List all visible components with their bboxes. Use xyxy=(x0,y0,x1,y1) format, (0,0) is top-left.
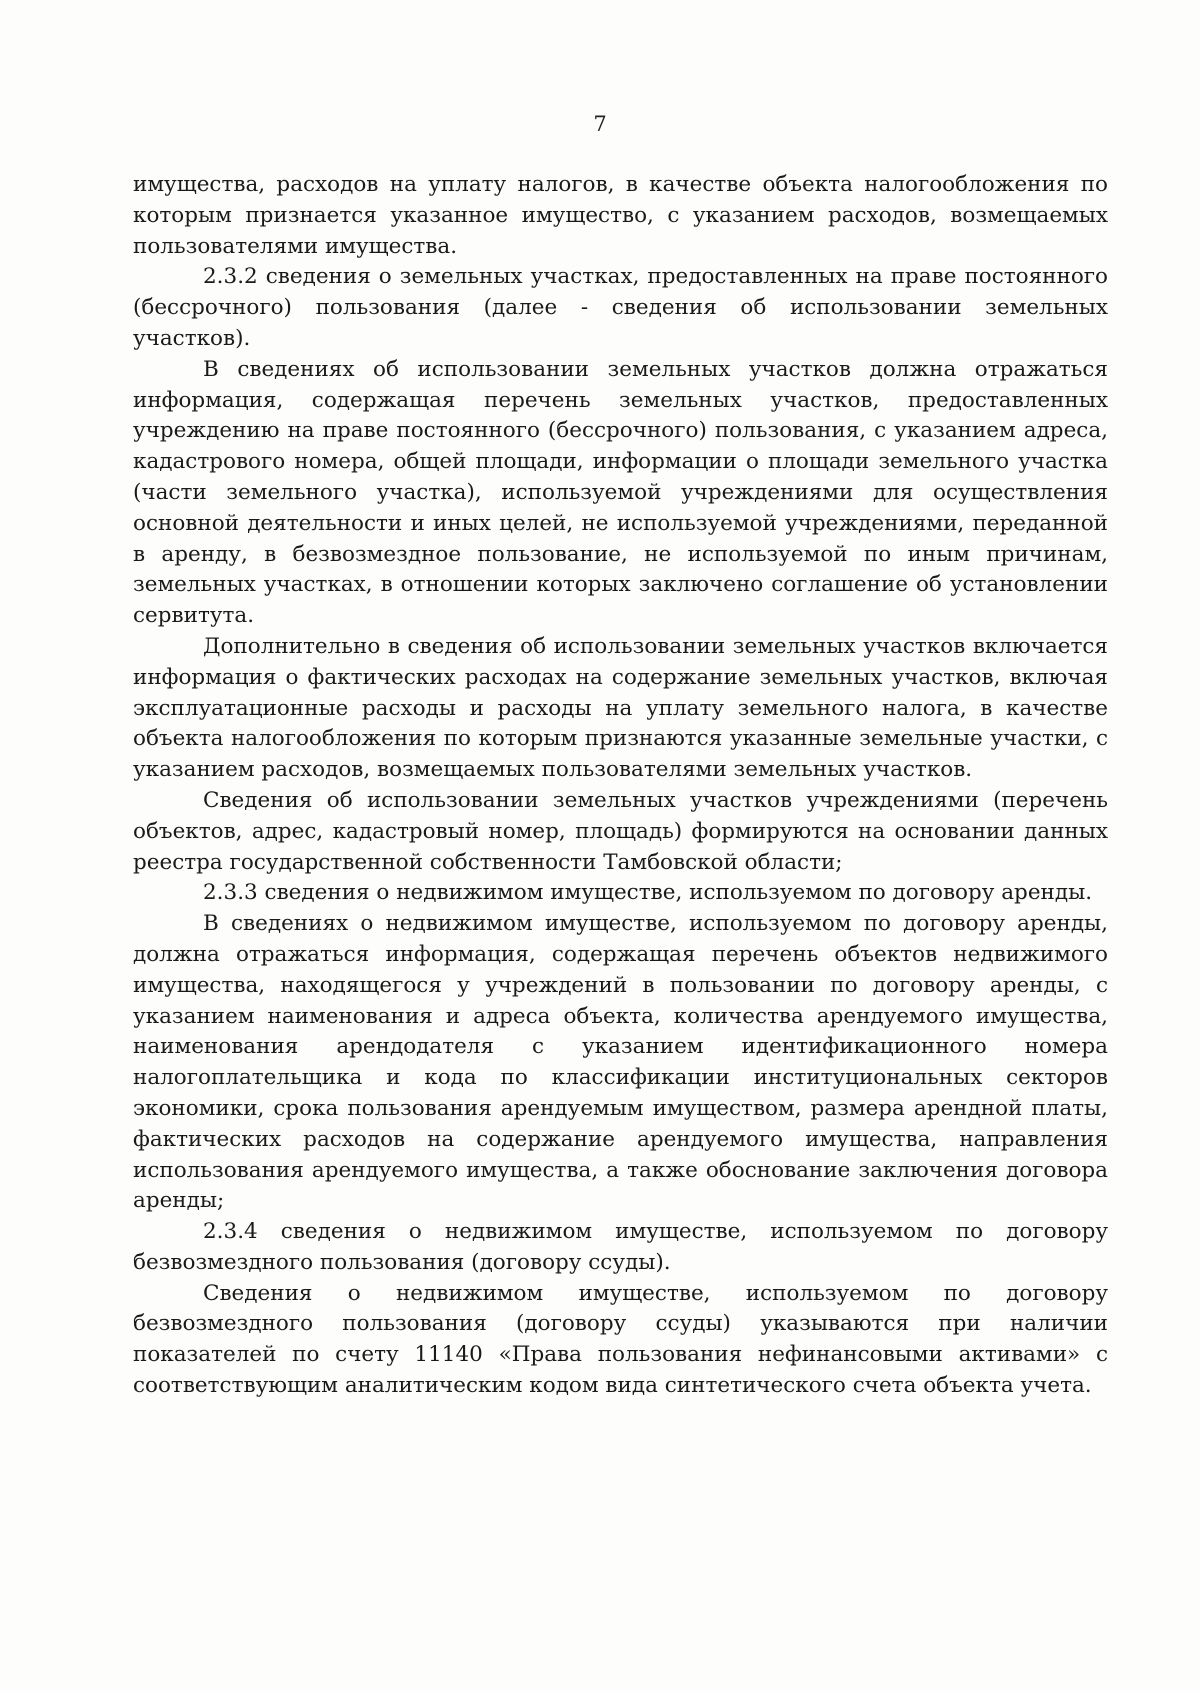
paragraph: В сведениях о недвижимом имуществе, используемом по договору аренды, должна отражаться информация, содержащая перечень объектов недвижимого имущества, находящегося у учреждений в пользовании по договору аренды, с указанием наименования и адреса объекта, количества арендуемого имущества, наименования арендодателя с указанием идентификационного номера налогоплательщика и кода по классификации институциональных секторов экономики, срока пользования арендуемым имуществом, размера арендной платы, фактических расходов на содержание арендуемого имущества, направления использования арендуемого имущества, а также обоснование заключения договора аренды; xyxy=(133,911,1108,1214)
paragraph: 2.3.4 сведения о недвижимом имуществе, используемом по договору безвозмездного пользования (договору ссуды). xyxy=(133,1219,1108,1275)
document-body xyxy=(133,170,1108,1402)
paragraph: 2.3.3 сведения о недвижимом имуществе, используемом по договору аренды. xyxy=(203,880,1093,906)
paragraph: Сведения о недвижимом имуществе, используемом по договору безвозмездного пользования (договору ссуды) указываются при наличии показателей по счету 11140 «Права пользования нефинансовыми активами» с соответствующим аналитическим кодом вида синтетического счета объекта учета. xyxy=(133,1280,1108,1399)
paragraph: Дополнительно в сведения об использовании земельных участков включается информация о фактических расходах на содержание земельных участков, включая эксплуатационные расходы и расходы на уплату земельного налога, в качестве объекта налогообложения по которым признаются указанные земельные участки, с указанием расходов, возмещаемых пользователями земельных участков. xyxy=(133,633,1108,783)
paragraph: В сведениях об использовании земельных участков должна отражаться информация, содержащая перечень земельных участков, предоставленных учреждению на праве постоянного (бессрочного) пользования, с указанием адреса, кадастрового номера, общей площади, информации о площади земельного участка (части земельного участка), используемой учреждениями для осуществления основной деятельности и иных целей, не используемой учреждениями, переданной в аренду, в безвозмездное пользование, не используемой по иным причинам, земельных участках, в отношении которых заключено соглашение об установлении сервитута. xyxy=(133,356,1108,629)
paragraph: Сведения об использовании земельных участков учреждениями (перечень объектов, адрес, кадастровый номер, площадь) формируются на основании данных реестра государственной собственности Тамбовской области; xyxy=(133,787,1108,875)
page-number: 7 xyxy=(593,112,607,136)
paragraph: 2.3.2 сведения о земельных участках, предоставленных на праве постоянного (бессрочного) пользования (далее - сведения об использовании земельных участков). xyxy=(133,264,1108,351)
paragraph: имущества, расходов на уплату налогов, в качестве объекта налогообложения по которым признается указанное имущество, с указанием расходов, возмещаемых пользователями имущества. xyxy=(133,172,1108,259)
